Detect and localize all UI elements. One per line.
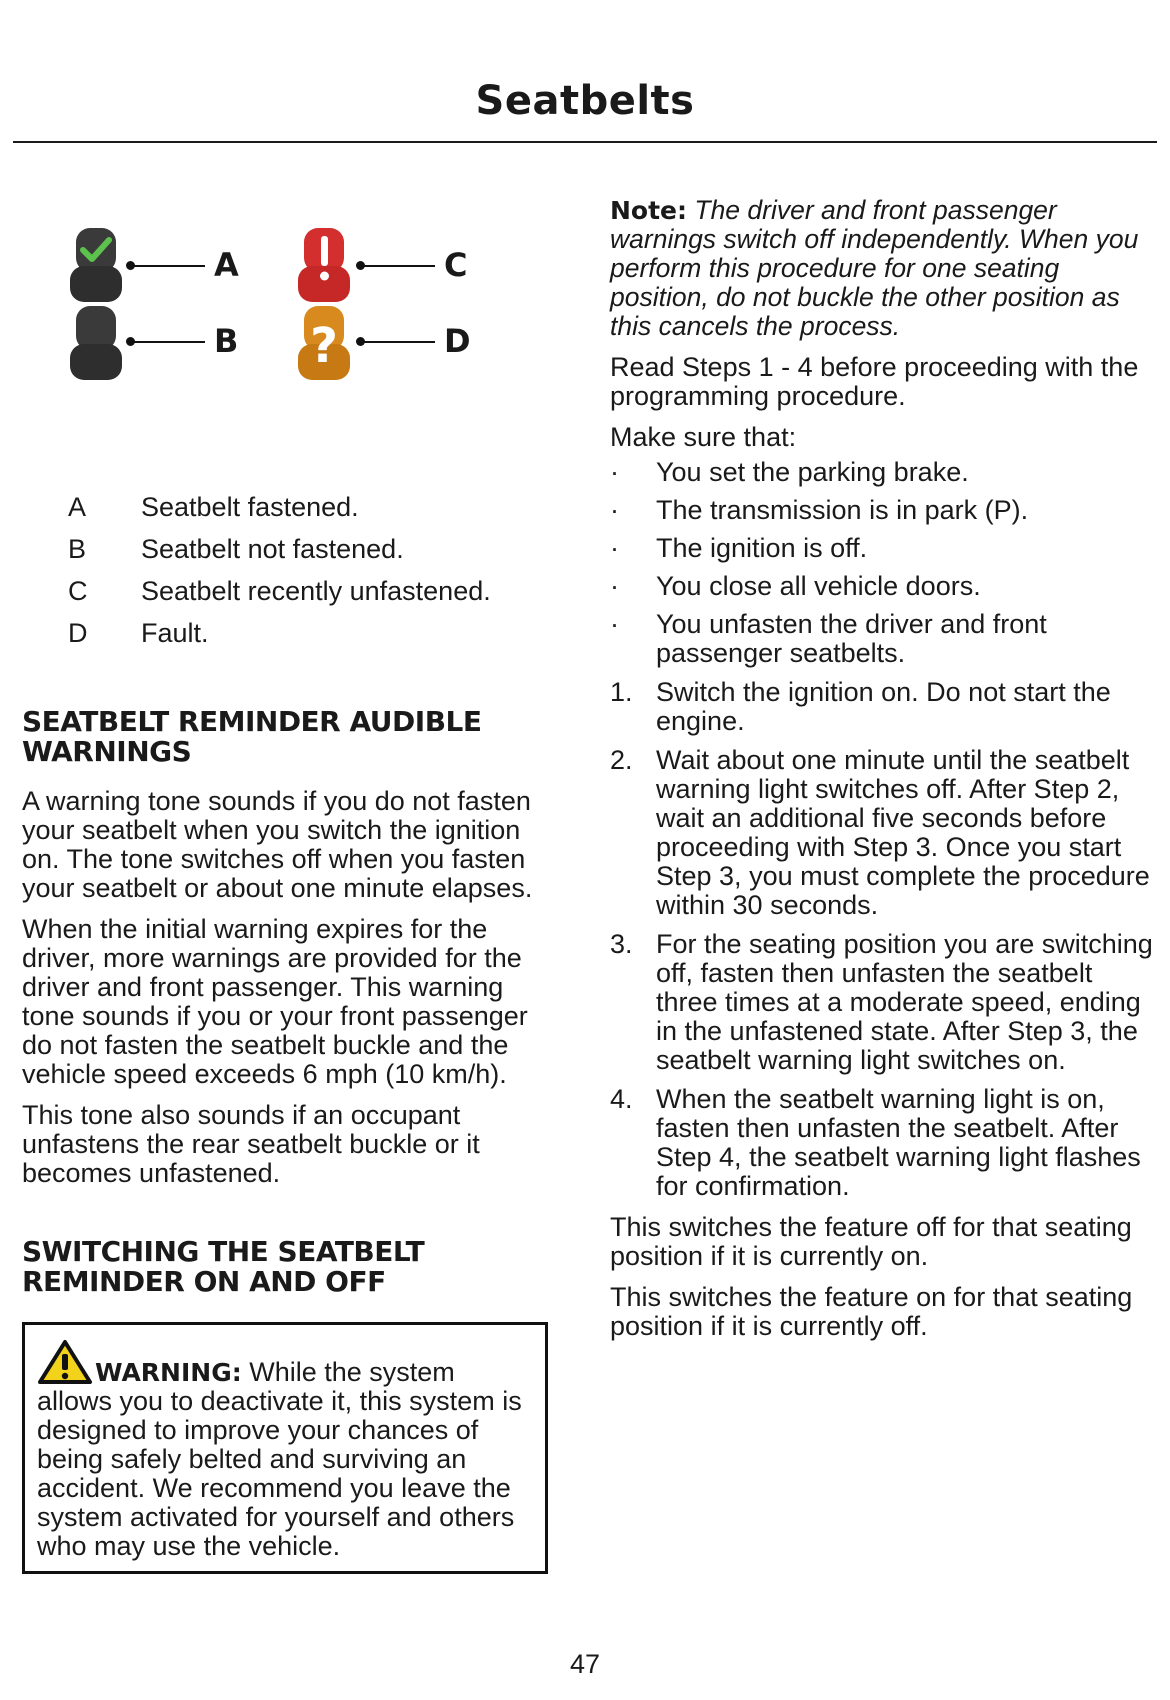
seat-check-icon [68,226,124,306]
note [610,196,1155,341]
icon-label-a: A [214,246,239,284]
legend-row [68,618,568,660]
heading-line: SWITCHING THE SEATBELT [22,1235,425,1268]
list-item [610,458,1155,487]
paragraph: This switches the feature on for that seating position if it is currently off. [610,1282,1133,1341]
icon-label-d: D [444,322,471,360]
step-item [610,746,1155,920]
paragraph: Read Steps 1 - 4 before proceeding with the programming procedure. [610,352,1139,411]
list-item-text: The ignition is off. [656,533,868,563]
list-item-text: You set the parking brake. [656,457,969,487]
step-number: 3. [610,929,633,959]
bullet: · [610,533,619,563]
seat-icon [68,304,124,384]
seat-question-icon [296,304,352,384]
paragraph: This tone also sounds if an occupant unfastens the rear seatbelt buckle or it becomes unfastened. [22,1100,480,1188]
legend-key: B [68,534,87,564]
legend-row [68,576,568,618]
title-divider [13,141,1157,143]
bullet: · [610,571,619,601]
svg-text:?: ? [310,318,338,374]
legend-text: Seatbelt not fastened. [141,534,404,564]
page-number: 47 [569,1649,601,1679]
procedure-steps [610,678,1155,1201]
paragraph: Make sure that: [610,422,797,452]
bullet: · [610,609,619,639]
icon-label-c: C [444,246,468,284]
icon-legend [68,492,568,660]
legend-row [68,492,568,534]
list-item-text: The transmission is in park (P). [656,495,1029,525]
list-item [610,496,1155,525]
legend-text: Seatbelt fastened. [141,492,359,522]
step-number: 1. [610,677,633,707]
section-audible-warnings [22,707,562,1200]
step-text: Switch the ignition on. Do not start the engine. [656,677,1111,736]
heading-line: REMINDER ON AND OFF [22,1265,386,1298]
heading-line: WARNINGS [22,735,192,768]
step-number: 4. [610,1084,633,1114]
list-item [610,534,1155,563]
step-item [610,678,1155,736]
warning-text-block [37,1339,533,1561]
note-label: Note: [610,196,688,225]
legend-row [68,534,568,576]
section-heading-switching [22,1237,562,1297]
right-column [610,196,1155,1353]
legend-key: D [68,618,88,648]
legend-text: Seatbelt recently unfastened. [141,576,491,606]
page-title: Seatbelts [475,78,695,124]
step-item [610,930,1155,1075]
bullet: · [610,495,619,525]
warning-label: WARNING: [95,1358,242,1387]
bullet: · [610,457,619,487]
step-text: For the seating position you are switching off, fasten then unfasten the seatbelt three times at a moderate speed, ending in the unfastened state. After Step 3, the seatbelt warning light switches on. [656,929,1153,1075]
legend-key: A [68,492,87,522]
checklist [610,458,1155,668]
list-item [610,572,1155,601]
warning-box [22,1322,548,1574]
step-text: When the seatbelt warning light is on, fasten then unfasten the seatbelt. After Step 4, the seatbelt warning light flashes for confirmation. [656,1084,1141,1201]
step-item [610,1085,1155,1201]
legend-text: Fault. [141,618,209,648]
seatbelt-indicator-figure [58,236,538,436]
warning-triangle-icon [37,1339,93,1385]
list-item-text: You close all vehicle doors. [656,571,981,601]
warning-text: While the system allows you to deactivate it, this system is designed to improve your chances of being safely belted and surviving an accident. We recommend you leave the system activated for yourself and others who may use the vehicle. [37,1357,522,1561]
section-heading [22,707,562,767]
heading-line: SEATBELT REMINDER AUDIBLE [22,705,482,738]
step-number: 2. [610,745,633,775]
legend-key: C [68,576,88,606]
list-item-text: You unfasten the driver and front passenger seatbelts. [656,609,1047,668]
step-text: Wait about one minute until the seatbelt warning light switches off. After Step 2, wait an additional five seconds before proceeding with Step 3. Once you start Step 3, you must complete the procedure within 30 seconds. [656,745,1150,920]
paragraph: This switches the feature off for that seating position if it is currently on. [610,1212,1132,1271]
paragraph: When the initial warning expires for the driver, more warnings are provided for the driver and front passenger. This warning tone sounds if you or your front passenger do not fasten the seatbelt buckle and the vehicle speed exceeds 6 mph (10 km/h). [22,914,528,1089]
note-text: The driver and front passenger warnings switch off independently. When you perform this procedure for one seating position, do not buckle the other position as this cancels the process. [610,195,1139,341]
icon-label-b: B [214,322,239,360]
list-item [610,610,1155,668]
seat-exclamation-icon [296,226,352,306]
paragraph: A warning tone sounds if you do not fasten your seatbelt when you switch the ignition on. The tone switches off when you fasten your seatbelt or about one minute elapses. [22,786,533,903]
